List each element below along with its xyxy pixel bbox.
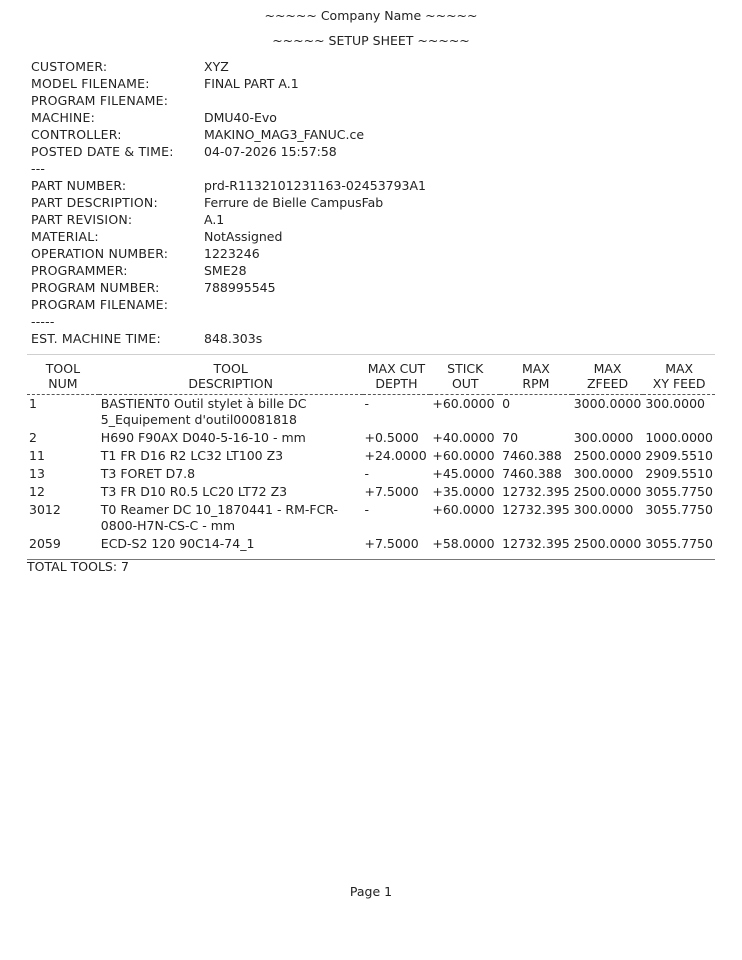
info-value: A.1 bbox=[204, 212, 225, 227]
info-row bbox=[31, 228, 426, 245]
info-label: PROGRAMMER: bbox=[31, 263, 128, 278]
info-label: PART NUMBER: bbox=[31, 178, 127, 193]
info-label: EST. MACHINE TIME: bbox=[31, 331, 161, 346]
cell-tool-num: 2 bbox=[29, 430, 37, 445]
cell-max-zfeed: 2500.0000 bbox=[573, 536, 642, 551]
col-header-tool-description: TOOL DESCRIPTION bbox=[99, 355, 363, 395]
cell-tool-description: T3 FR D10 R0.5 LC20 LT72 Z3 bbox=[100, 484, 288, 499]
table-row bbox=[27, 395, 715, 430]
info-label: PART DESCRIPTION: bbox=[31, 195, 158, 210]
cell-max-rpm: 7460.388 bbox=[502, 448, 562, 463]
info-row bbox=[31, 58, 426, 75]
cell-max-cut-depth: +7.5000 bbox=[364, 484, 419, 499]
cell-max-cut-depth: - bbox=[364, 502, 370, 517]
info-label: PROGRAM NUMBER: bbox=[31, 280, 160, 295]
cell-tool-description: BASTIENT0 Outil stylet à bille DC 5_Equipement d'outil00081818 bbox=[100, 396, 307, 427]
cell-tool-num: 12 bbox=[29, 484, 45, 499]
cell-max-zfeed: 2500.0000 bbox=[573, 448, 642, 463]
cell-stick-out: +35.0000 bbox=[432, 484, 495, 499]
table-row bbox=[27, 465, 715, 483]
info-label: PROGRAM FILENAME: bbox=[31, 93, 169, 108]
cell-tool-description: T0 Reamer DC 10_1870441 - RM-FCR-0800-H7N-CS-C - mm bbox=[100, 502, 339, 533]
info-row bbox=[31, 245, 426, 262]
info-row bbox=[31, 313, 426, 330]
cell-tool-num: 1 bbox=[29, 396, 37, 411]
cell-tool-num: 11 bbox=[29, 448, 45, 463]
cell-max-xy-feed: 3055.7750 bbox=[645, 536, 713, 551]
cell-max-rpm: 70 bbox=[502, 430, 519, 445]
cell-max-rpm: 12732.395 bbox=[502, 502, 570, 517]
cell-stick-out: +60.0000 bbox=[432, 448, 495, 463]
info-value: XYZ bbox=[204, 59, 229, 74]
info-row bbox=[31, 279, 426, 296]
info-label: MACHINE: bbox=[31, 110, 95, 125]
info-row bbox=[31, 177, 426, 194]
cell-max-cut-depth: +7.5000 bbox=[364, 536, 419, 551]
cell-tool-num: 2059 bbox=[29, 536, 61, 551]
info-label: PROGRAM FILENAME: bbox=[31, 297, 169, 312]
info-value: DMU40-Evo bbox=[204, 110, 277, 125]
cell-max-rpm: 12732.395 bbox=[502, 484, 570, 499]
cell-max-rpm: 0 bbox=[502, 396, 511, 411]
info-row bbox=[31, 143, 426, 160]
col-header-max-cut-depth: MAX CUT DEPTH bbox=[363, 355, 431, 395]
table-row bbox=[27, 429, 715, 447]
cell-max-xy-feed: 3055.7750 bbox=[645, 502, 713, 517]
info-value: SME28 bbox=[204, 263, 247, 278]
info-row bbox=[31, 92, 426, 109]
info-label: OPERATION NUMBER: bbox=[31, 246, 169, 261]
cell-max-xy-feed: 2909.5510 bbox=[645, 466, 713, 481]
cell-max-rpm: 7460.388 bbox=[502, 466, 562, 481]
tools-table bbox=[27, 354, 715, 560]
col-header-stick-out: STICK OUT bbox=[430, 355, 500, 395]
cell-max-xy-feed: 2909.5510 bbox=[645, 448, 713, 463]
info-label: CUSTOMER: bbox=[31, 59, 108, 74]
info-label: PART REVISION: bbox=[31, 212, 133, 227]
cell-max-rpm: 12732.395 bbox=[502, 536, 570, 551]
cell-max-cut-depth: - bbox=[364, 466, 370, 481]
cell-tool-description: T1 FR D16 R2 LC32 LT100 Z3 bbox=[100, 448, 284, 463]
table-header-row bbox=[27, 355, 715, 395]
table-row bbox=[27, 501, 715, 535]
page-number: Page 1 bbox=[349, 884, 393, 899]
info-value: MAKINO_MAG3_FANUC.ce bbox=[204, 127, 365, 142]
info-label: POSTED DATE & TIME: bbox=[31, 144, 174, 159]
info-separator: --- bbox=[31, 161, 46, 176]
info-row bbox=[31, 194, 426, 211]
col-header-max-zfeed: MAX ZFEED bbox=[572, 355, 644, 395]
cell-stick-out: +58.0000 bbox=[432, 536, 495, 551]
cell-stick-out: +60.0000 bbox=[432, 396, 495, 411]
cell-max-xy-feed: 3055.7750 bbox=[645, 484, 713, 499]
cell-max-zfeed: 3000.0000 bbox=[573, 396, 642, 411]
info-label: MODEL FILENAME: bbox=[31, 76, 150, 91]
cell-max-zfeed: 300.0000 bbox=[573, 502, 634, 517]
cell-tool-description: ECD-S2 120 90C14-74_1 bbox=[100, 536, 255, 551]
table-row bbox=[27, 447, 715, 465]
setup-info-block bbox=[31, 58, 426, 347]
col-header-max-xy-feed: MAX XY FEED bbox=[643, 355, 715, 395]
cell-stick-out: +45.0000 bbox=[432, 466, 495, 481]
info-value: NotAssigned bbox=[204, 229, 283, 244]
info-row bbox=[31, 109, 426, 126]
setup-sheet-title: ~~~~~ SETUP SHEET ~~~~~ bbox=[272, 33, 470, 48]
info-label: CONTROLLER: bbox=[31, 127, 122, 142]
table-row bbox=[27, 483, 715, 501]
cell-max-zfeed: 2500.0000 bbox=[573, 484, 642, 499]
cell-tool-num: 3012 bbox=[29, 502, 61, 517]
cell-max-xy-feed: 300.0000 bbox=[645, 396, 705, 411]
col-header-max-rpm: MAX RPM bbox=[500, 355, 572, 395]
company-name: ~~~~~ Company Name ~~~~~ bbox=[264, 8, 478, 23]
info-label: MATERIAL: bbox=[31, 229, 99, 244]
cell-tool-description: T3 FORET D7.8 bbox=[100, 466, 196, 481]
info-value: FINAL PART A.1 bbox=[204, 76, 299, 91]
cell-max-cut-depth: +0.5000 bbox=[364, 430, 419, 445]
total-tools: TOTAL TOOLS: 7 bbox=[27, 559, 129, 574]
cell-tool-description: H690 F90AX D040-5-16-10 - mm bbox=[100, 430, 306, 445]
info-row bbox=[31, 75, 426, 92]
info-value: Ferrure de Bielle CampusFab bbox=[204, 195, 384, 210]
cell-max-xy-feed: 1000.0000 bbox=[645, 430, 713, 445]
info-value: 1223246 bbox=[204, 246, 260, 261]
cell-stick-out: +40.0000 bbox=[432, 430, 495, 445]
table-row bbox=[27, 535, 715, 560]
info-value: 848.303s bbox=[204, 331, 263, 346]
cell-stick-out: +60.0000 bbox=[432, 502, 495, 517]
info-row bbox=[31, 262, 426, 279]
cell-max-cut-depth: +24.0000 bbox=[364, 448, 427, 463]
cell-max-cut-depth: - bbox=[364, 396, 370, 411]
cell-max-zfeed: 300.0000 bbox=[573, 466, 634, 481]
info-value: prd-R1132101231163-02453793A1 bbox=[204, 178, 427, 193]
info-row bbox=[31, 160, 426, 177]
info-row bbox=[31, 211, 426, 228]
info-separator: ----- bbox=[31, 314, 55, 329]
col-header-tool-num: TOOL NUM bbox=[27, 355, 99, 395]
info-value: 04-07-2026 15:57:58 bbox=[204, 144, 337, 159]
info-row bbox=[31, 126, 426, 143]
table-bottom-rule bbox=[27, 560, 715, 561]
info-row bbox=[31, 296, 426, 313]
info-value: 788995545 bbox=[204, 280, 276, 295]
info-row bbox=[31, 330, 426, 347]
cell-tool-num: 13 bbox=[29, 466, 45, 481]
cell-max-zfeed: 300.0000 bbox=[573, 430, 634, 445]
